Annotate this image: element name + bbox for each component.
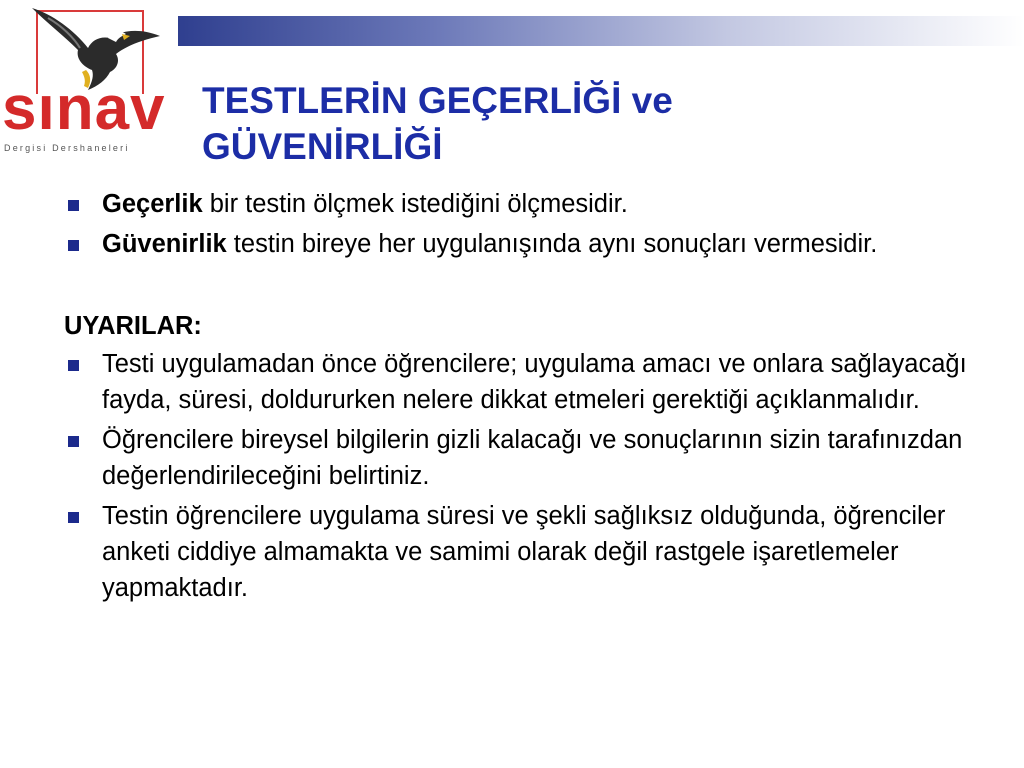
warning-item [64,346,994,418]
title-line-1: TESTLERİN GEÇERLİĞİ ve [202,80,673,121]
bullet-square-icon [68,200,79,211]
definition-term: Güvenirlik [102,230,227,258]
definition-text: bir testin ölçmek istediğini ölçmesidir. [202,190,628,218]
bullet-square-icon [68,436,79,447]
warning-item [64,498,994,606]
bullet-square-icon [68,360,79,371]
warning-text: Testi uygulamadan önce öğrencilere; uygulama amacı ve onlara sağlayacağı fayda, süresi, doldururken nelere dikkat etmeleri gerektiği açıklanmalıdır. [102,350,967,414]
slide-title [202,78,982,170]
title-line-2: GÜVENİRLİĞİ [202,126,443,167]
slide-content [64,186,994,610]
definition-item [64,186,994,222]
logo-subtitle: Dergisi Dershaneleri [4,143,130,153]
warning-item [64,422,994,494]
bullet-square-icon [68,512,79,523]
definition-text: testin bireye her uygulanışında aynı sonuçları vermesidir. [226,230,878,258]
warning-text: Öğrencilere bireysel bilgilerin gizli kalacağı ve sonuçlarının sizin tarafınızdan değerlendirileceğini belirtiniz. [102,426,963,490]
definition-item [64,226,994,262]
logo-wordmark: sınav [2,74,166,143]
definition-term: Geçerlik [102,190,203,218]
bullet-square-icon [68,240,79,251]
warning-text: Testin öğrencilere uygulama süresi ve şekli sağlıksız olduğunda, öğrenciler anketi ciddiye almamakta ve samimi olarak değil rastgele işaretlemeler yapmaktadır. [102,502,946,602]
warnings-heading: UYARILAR: [64,312,202,340]
header-gradient-bar [178,16,1024,46]
sinav-logo [0,0,180,165]
